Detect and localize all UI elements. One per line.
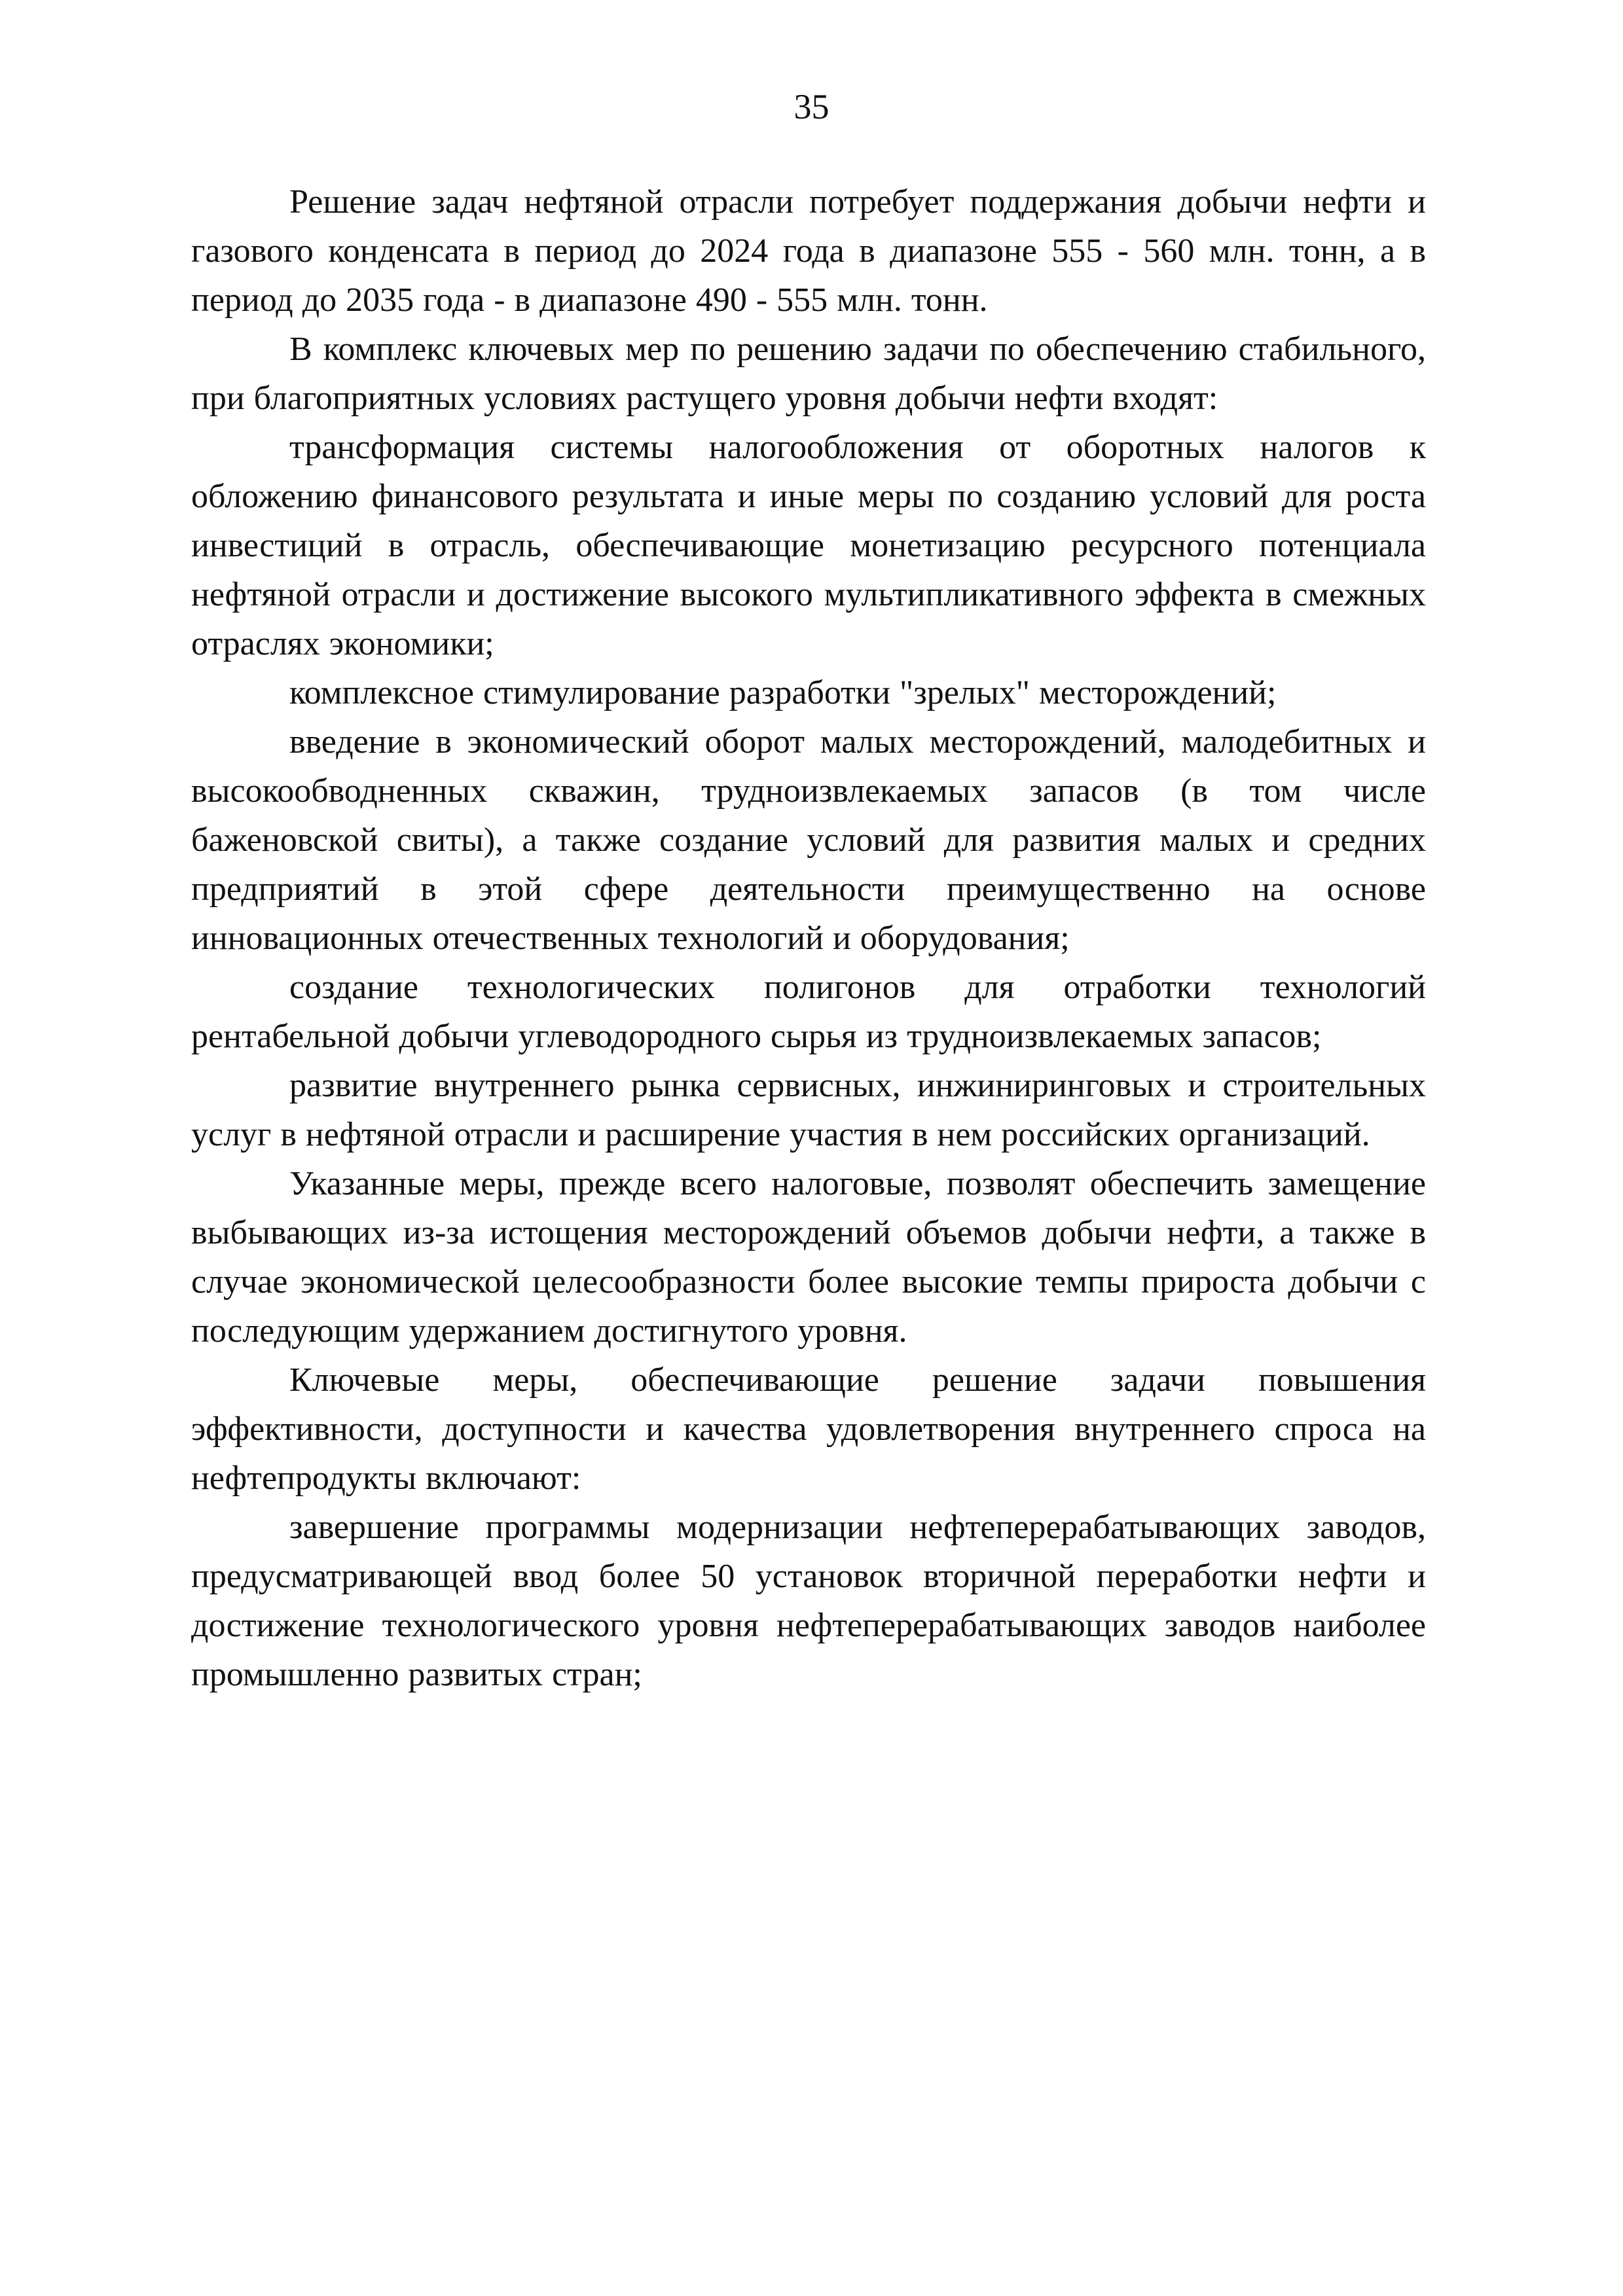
list-item-service-market: развитие внутреннего рынка сервисных, инжиниринговых и строительных услуг в нефтяной отрасли и расширение участия в нем российских организаций. [191, 1067, 1426, 1153]
list-item-small-fields: введение в экономический оборот малых месторождений, малодебитных и высокообводненных скважин, трудноизвлекаемых запасов (в том числе баженовской свиты), а также создание условий для развития малых и средних предприятий в этой сфере деятельности преимущественно на основе инновационных отечественных технологий и оборудования; [191, 723, 1426, 957]
list-item-test-sites: создание технологических полигонов для отработки технологий рентабельной добычи углеводородного сырья из трудноизвлекаемых запасов; [191, 969, 1426, 1055]
page-number: 35 [793, 87, 830, 126]
list-item-tax-transformation: трансформация системы налогообложения от оборотных налогов к обложению финансового результата и иные меры по созданию условий для роста инвестиций в отрасль, обеспечивающие монетизацию ресурсного потенциала нефтяной отрасли и достижение высокого мультипликативного эффекта в смежных отраслях экономики; [191, 429, 1426, 662]
paragraph-measures-effect: Указанные меры, прежде всего налоговые, позволят обеспечить замещение выбывающих из-за истощения месторождений объемов добычи нефти, а также в случае экономической целесообразности более высокие темпы прироста добычи с последующим удержанием достигнутого уровня. [191, 1165, 1426, 1350]
list-item-refinery-modernization: завершение программы модернизации нефтеперерабатывающих заводов, предусматривающей ввод более 50 установок вторичной переработки нефти и достижение технологического уровня нефтеперерабатывающих заводов наиболее промышленно развитых стран; [191, 1509, 1426, 1693]
paragraph-key-measures-intro: В комплекс ключевых мер по решению задачи по обеспечению стабильного, при благоприятных условиях растущего уровня добычи нефти входят: [191, 331, 1426, 417]
paragraph-production-targets: Решение задач нефтяной отрасли потребует поддержания добычи нефти и газового конденсата в период до 2024 года в диапазоне 555 - 560 млн. тонн, а в период до 2035 года - в диапазоне 490 - 555 млн. тонн. [191, 183, 1426, 319]
paragraph-refining-measures-intro: Ключевые меры, обеспечивающие решение задачи повышения эффективности, доступности и качества удовлетворения внутреннего спроса на нефтепродукты включают: [191, 1361, 1426, 1497]
list-item-mature-fields: комплексное стимулирование разработки "зрелых" месторождений; [289, 674, 1277, 711]
document-body [191, 177, 1426, 1699]
